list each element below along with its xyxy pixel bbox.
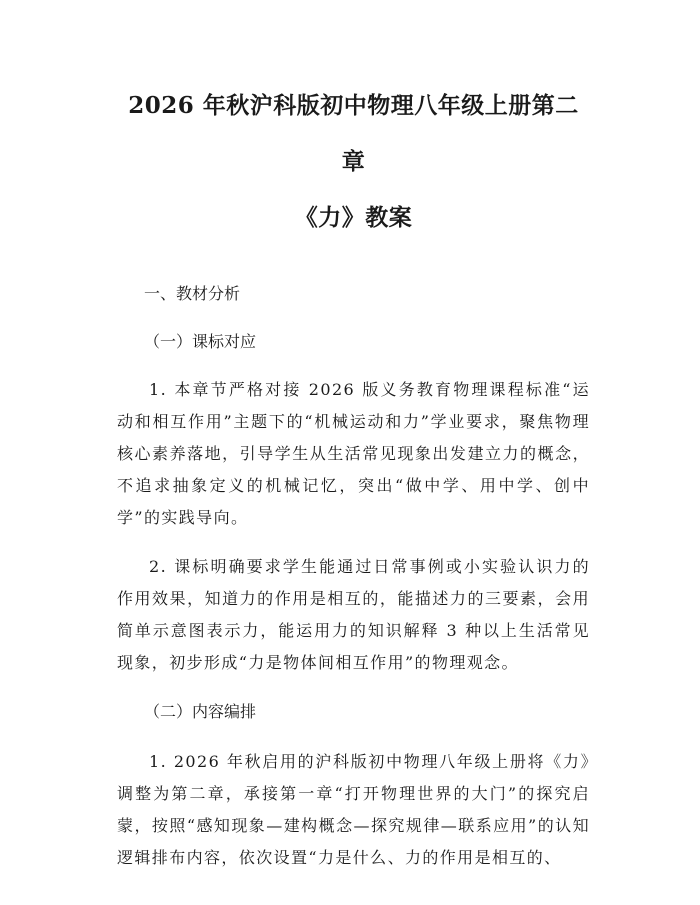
document-title-line-2: 《力》教案 <box>294 204 413 231</box>
subsection-heading-content-arrangement: （二）内容编排 <box>144 702 257 721</box>
paragraph-1: 1. 本章节严格对接 2026 版义务教育物理课程标准“运动和相互作用”主题下的“机械运动和力”学业要求，聚焦物理核心素养落地，引导学生从生活常见现象出发建立力的概念，不追求抽象定义的机械记忆，突出“做中学、用中学、创中学”的实践导向。 <box>117 380 590 527</box>
paragraph-2: 2. 课标明确要求学生能通过日常事例或小实验认识力的作用效果，知道力的作用是相互的，能描述力的三要素，会用简单示意图表示力，能运用力的知识解释 3 种以上生活常见现象，初步形成“力是物体间相互作用”的物理观念。 <box>117 557 590 672</box>
paragraph-3: 1. 2026 年秋启用的沪科版初中物理八年级上册将《力》调整为第二章，承接第一章“打开物理世界的大门”的探究启蒙，按照“感知现象—建构概念—探究规律—联系应用”的认知逻辑排布内容，依次设置“力是什么、力的作用是相互的、 <box>117 752 590 867</box>
section-heading-textbook-analysis: 一、教材分析 <box>144 284 241 303</box>
document-title-line-1: 2026 年秋沪科版初中物理八年级上册第二章 <box>128 92 579 175</box>
subsection-heading-curriculum-standard: （一）课标对应 <box>144 332 257 351</box>
